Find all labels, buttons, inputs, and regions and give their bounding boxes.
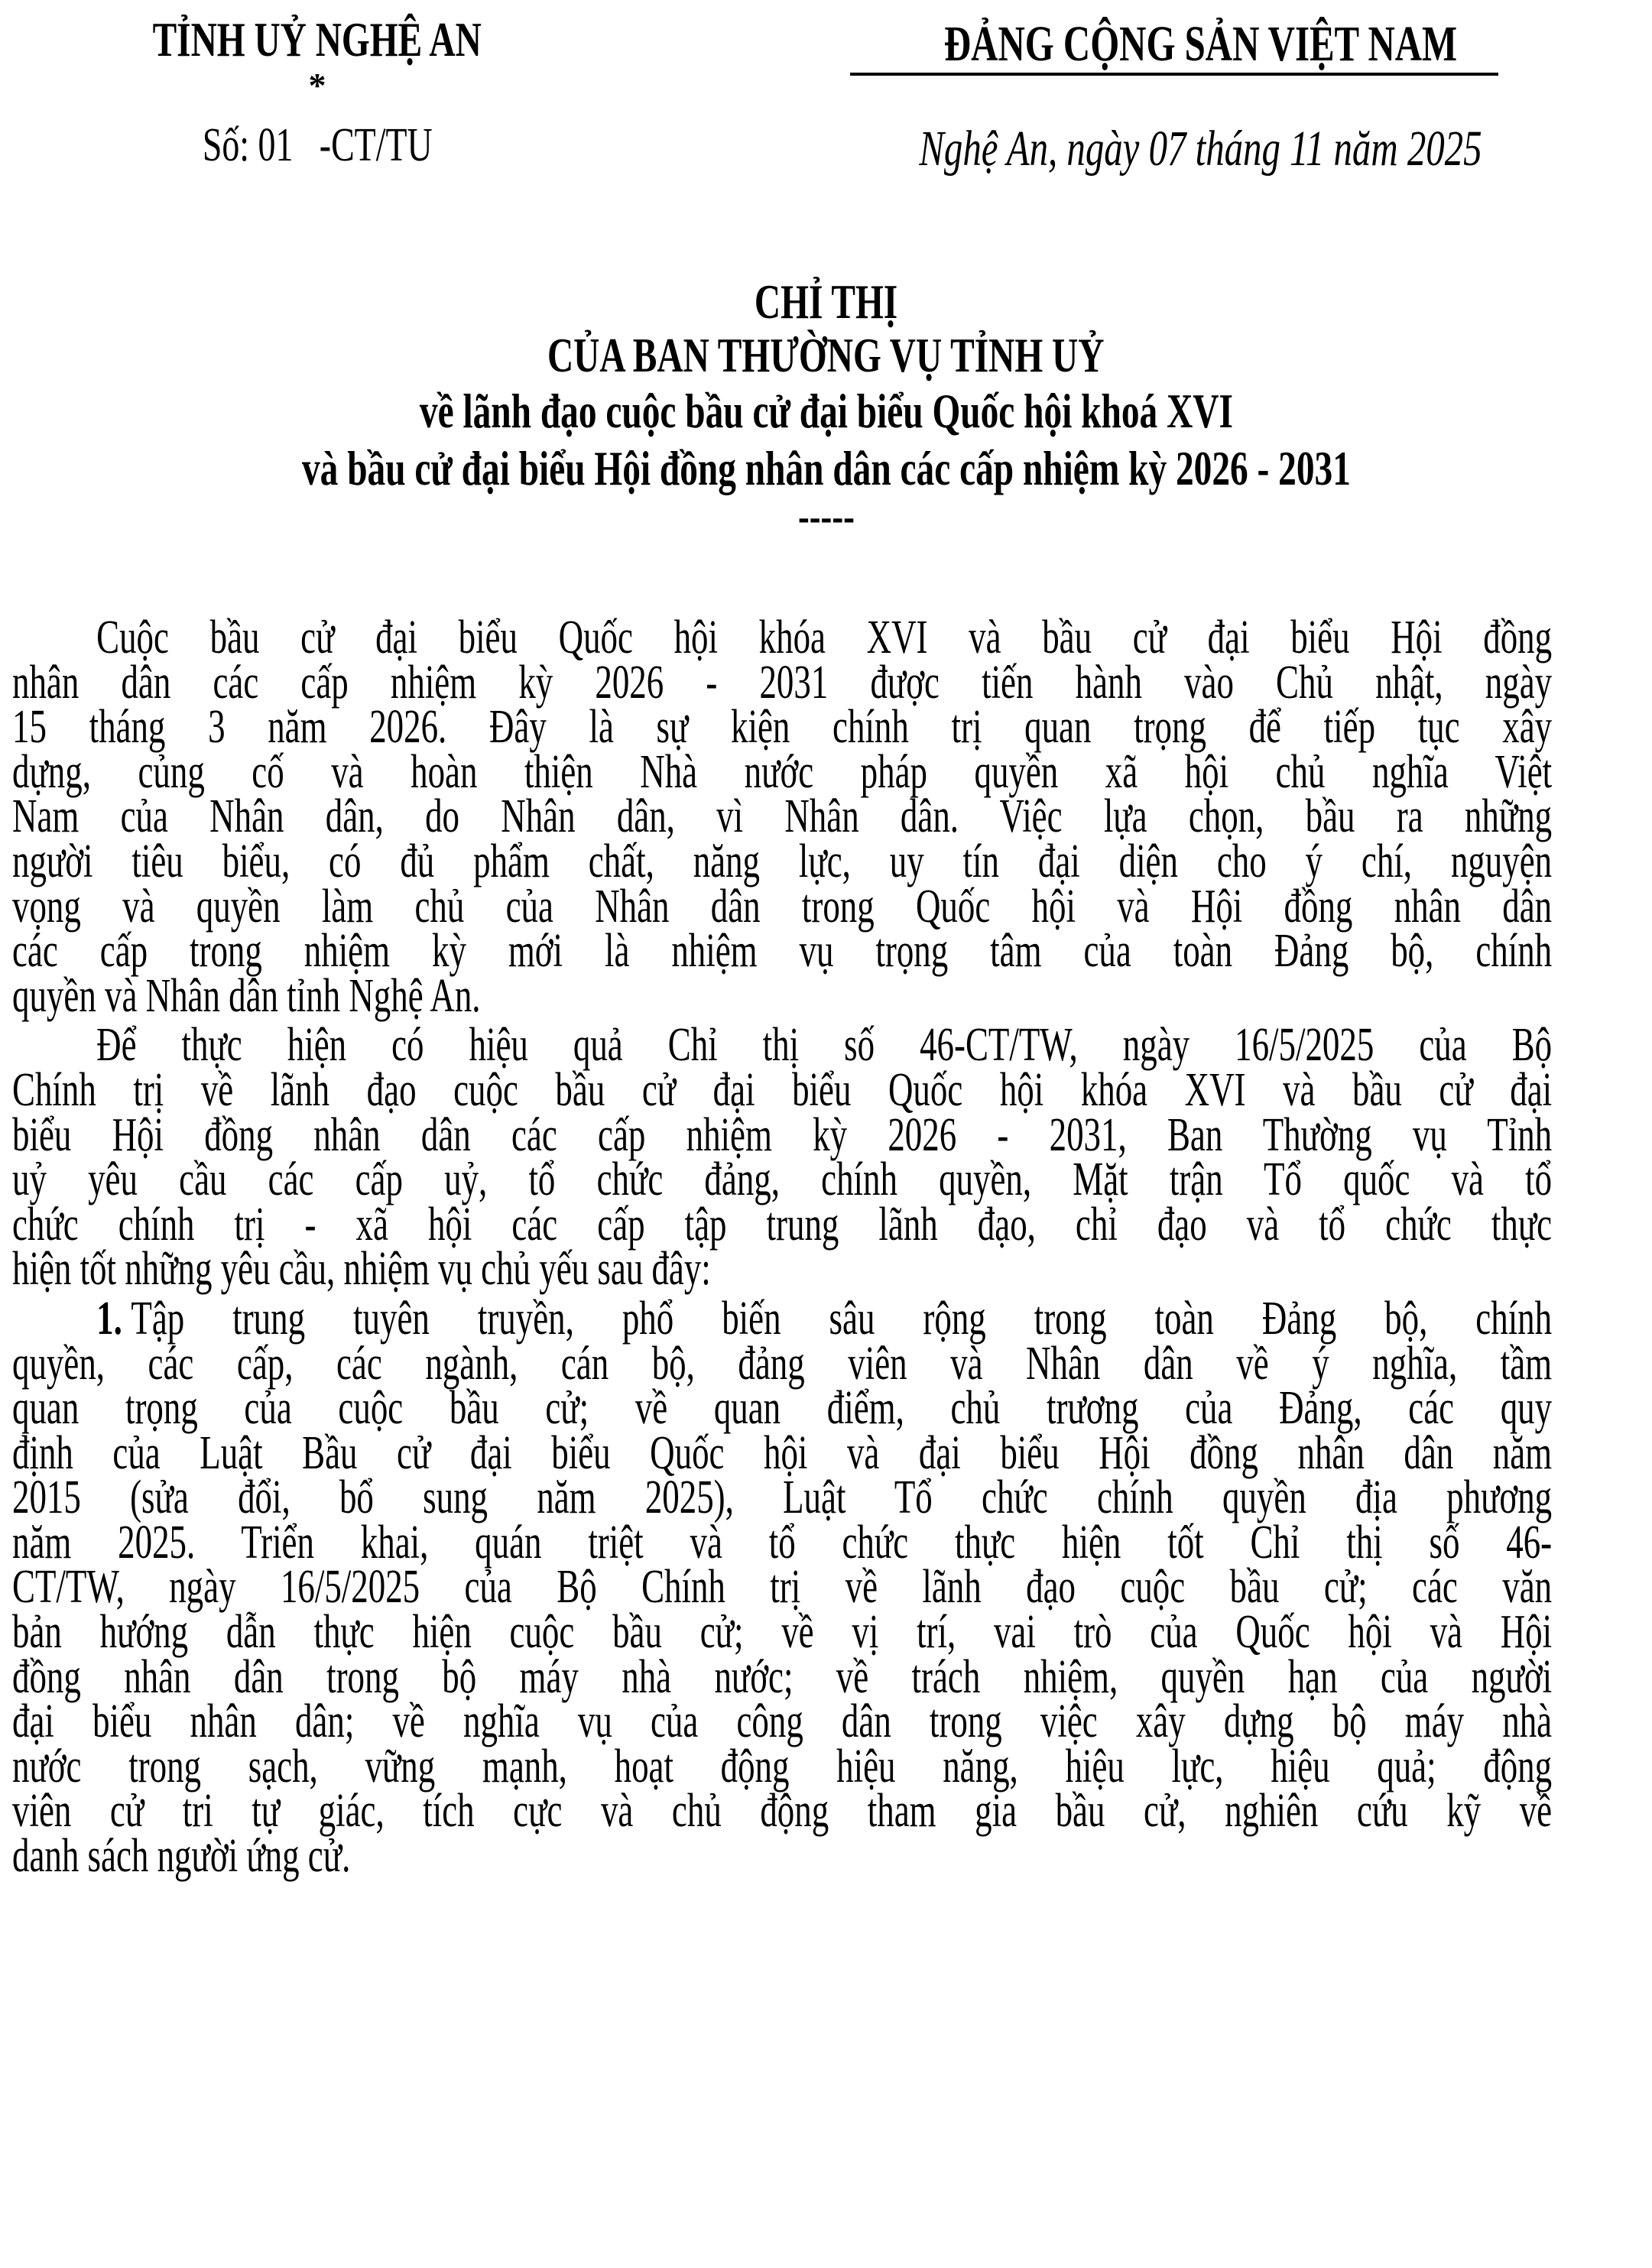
paragraph-line: vọng và quyền làm chủ của Nhân dân trong Quốc hội và Hội đồng nhân dân xyxy=(12,880,1553,933)
party-name: ĐẢNG CỘNG SẢN VIỆT NAM xyxy=(943,16,1457,72)
item-1 xyxy=(12,1292,1553,1883)
paragraph-line: Để thực hiện có hiệu quả Chỉ thị số 46-CT/TW, ngày 16/5/2025 của Bộ xyxy=(96,1019,1553,1072)
document-authority: CỦA BAN THƯỜNG VỤ TỈNH UỶ xyxy=(547,328,1105,382)
paragraph-line: Nam của Nhân dân, do Nhân dân, vì Nhân dân. Việc lựa chọn, bầu ra những xyxy=(12,790,1553,843)
paragraph-line: hiện tốt những yêu cầu, nhiệm vụ chủ yếu sau đây: xyxy=(12,1243,711,1296)
paragraph-line: quyền, các cấp, các ngành, cán bộ, đảng viên và Nhân dân về ý nghĩa, tầm xyxy=(12,1337,1553,1390)
paragraph-line: danh sách người ứng cử. xyxy=(12,1830,351,1883)
paragraph-line: định của Luật Bầu cử đại biểu Quốc hội và đại biểu Hội đồng nhân dân năm xyxy=(12,1426,1553,1479)
title-authority-block xyxy=(0,329,1652,382)
paragraph-line: Cuộc bầu cử đại biểu Quốc hội khóa XVI và bầu cử đại biểu Hội đồng xyxy=(96,612,1553,664)
document-body xyxy=(12,612,1553,1883)
paragraph-line: quyền và Nhân dân tỉnh Nghệ An. xyxy=(12,969,481,1022)
paragraph-line: 15 tháng 3 năm 2026. Đây là sự kiện chính trị quan trọng để tiếp tục xây xyxy=(12,701,1553,754)
title-separator-block xyxy=(0,489,1652,543)
paragraph-line: người tiêu biểu, có đủ phẩm chất, năng lực, uy tín đại diện cho ý chí, nguyện xyxy=(12,835,1553,887)
paragraph-2 xyxy=(12,1019,1553,1296)
paragraph-line: nước trong sạch, vững mạnh, hoạt động hiệu năng, hiệu lực, hiệu quả; động xyxy=(12,1740,1553,1793)
title-type-block xyxy=(0,275,1652,329)
paragraph-line: dựng, củng cố và hoàn thiện Nhà nước pháp quyền xã hội chủ nghĩa Việt xyxy=(12,745,1553,798)
document-subject-line-2: và bầu cử đại biểu Hội đồng nhân dân các cấp nhiệm kỳ 2026 - 2031 xyxy=(301,441,1351,495)
document-number: Số: 01 -CT/TU xyxy=(202,119,433,171)
title-separator: ----- xyxy=(797,491,855,541)
title-subject-1-block xyxy=(0,384,1652,438)
paragraph-line: Chính trị về lãnh đạo cuộc bầu cử đại biểu Quốc hội khóa XVI và bầu cử đại xyxy=(12,1063,1553,1116)
paragraph-line: 2015 (sửa đổi, bổ sung năm 2025), Luật Tổ chức chính quyền địa phương xyxy=(12,1471,1553,1524)
item-number: 1. xyxy=(96,1292,122,1345)
date-block xyxy=(795,118,1605,180)
issuer-asterisk: * xyxy=(308,66,326,105)
paragraph-line: Tập trung tuyên truyền, phổ biến sâu rộng trong toàn Đảng bộ, chính xyxy=(131,1292,1553,1345)
paragraph-line: đại biểu nhân dân; về nghĩa vụ của công dân trong việc xây dựng bộ máy nhà xyxy=(12,1695,1553,1748)
title-subject-2-block xyxy=(0,442,1652,495)
paragraph-line: năm 2025. Triển khai, quán triệt và tổ chức thực hiện tốt Chỉ thị số 46- xyxy=(12,1516,1553,1569)
document-type: CHỈ THỊ xyxy=(754,274,898,329)
paragraph-line: bản hướng dẫn thực hiện cuộc bầu cử; về vị trí, vai trò của Quốc hội và Hội xyxy=(12,1606,1553,1659)
item-first-line xyxy=(12,1292,1553,1345)
paragraph-1 xyxy=(12,612,1553,1022)
place-date: Nghệ An, ngày 07 tháng 11 năm 2025 xyxy=(918,121,1482,177)
paragraph-line: uỷ yêu cầu các cấp uỷ, tổ chức đảng, chính quyền, Mặt trận Tổ quốc và tổ xyxy=(12,1153,1553,1206)
paragraph-line: nhân dân các cấp nhiệm kỳ 2026 - 2031 được tiến hành vào Chủ nhật, ngày xyxy=(12,656,1553,709)
paragraph-line: CT/TW, ngày 16/5/2025 của Bộ Chính trị về lãnh đạo cuộc bầu cử; các văn xyxy=(12,1561,1553,1614)
doc-number-block xyxy=(46,115,589,176)
issuer-mark-block xyxy=(46,66,589,105)
paragraph-line: biểu Hội đồng nhân dân các cấp nhiệm kỳ 2026 - 2031, Ban Thường vụ Tỉnh xyxy=(12,1108,1553,1161)
issuer-name: TỈNH UỶ NGHỆ AN xyxy=(152,12,482,67)
paragraph-line: đồng nhân dân trong bộ máy nhà nước; về trách nhiệm, quyền hạn của người xyxy=(12,1650,1553,1703)
issuer-block xyxy=(46,9,589,70)
document-subject-line-1: về lãnh đạo cuộc bầu cử đại biểu Quốc hội khoá XVI xyxy=(419,384,1233,438)
party-underline xyxy=(850,73,1498,76)
party-block xyxy=(795,14,1605,75)
paragraph-line: viên cử tri tự giác, tích cực và chủ động tham gia bầu cử, nghiên cứu kỹ về xyxy=(12,1785,1553,1838)
paragraph-line: chức chính trị - xã hội các cấp tập trung lãnh đạo, chỉ đạo và tổ chức thực xyxy=(12,1198,1553,1251)
paragraph-line: quan trọng của cuộc bầu cử; về quan điểm, chủ trương của Đảng, các quy xyxy=(12,1382,1553,1435)
paragraph-line: các cấp trong nhiệm kỳ mới là nhiệm vụ trọng tâm của toàn Đảng bộ, chính xyxy=(12,925,1553,978)
